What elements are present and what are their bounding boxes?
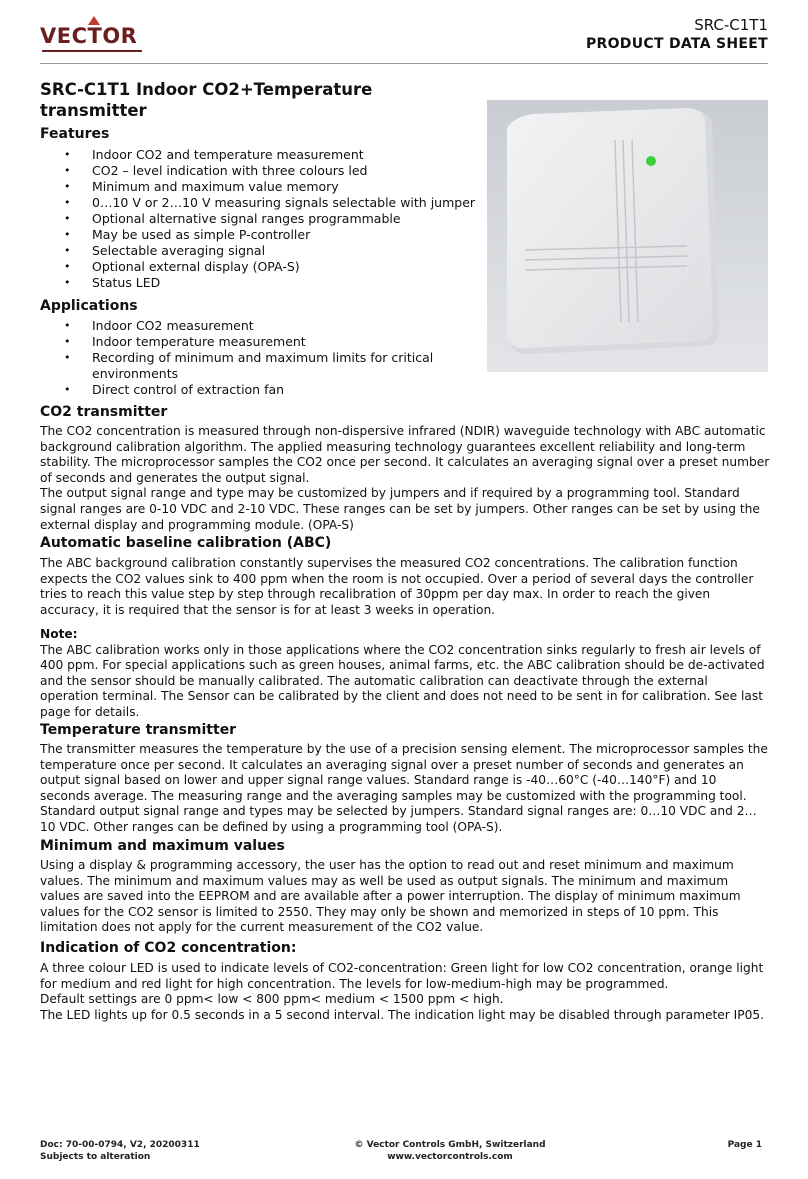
list-item: • Indoor temperature measurement — [64, 334, 444, 350]
copyright: © Vector Controls GmbH, Switzerland — [354, 1140, 546, 1150]
status-led-icon — [646, 156, 656, 166]
applications-heading: Applications — [40, 298, 138, 314]
list-item: • Optional external display (OPA-S) — [64, 259, 484, 275]
subject-note: Subjects to alteration — [40, 1152, 151, 1162]
temperature-section — [40, 742, 770, 836]
paragraph: The output signal range and type may be customized by jumpers and if required by a programming tool. Standard signal ranges are 0-10 VDC and 2-10 VDC. These ranges can be set by jumpers. Other ranges can be set by using the external display and programming module. (OPA-S) — [40, 486, 760, 532]
paragraph: The CO2 concentration is measured through non-dispersive infrared (NDIR) waveguide technology with ABC automatic background calibration algorithm. The applied measuring technology guarantees excellent reliability and long-term stability. The microprocessor samples the CO2 once per second. It calculates an averaging signal over a preset number of seconds and generates the output signal. — [40, 424, 770, 485]
list-item: • Optional alternative signal ranges programmable — [64, 211, 484, 227]
product-code: SRC-C1T1 — [694, 16, 768, 34]
temperature-heading: Temperature transmitter — [40, 722, 237, 738]
abc-section — [40, 556, 770, 618]
paragraph: A three colour LED is used to indicate levels of CO2-concentration: Green light for low CO2 concentration, orange light for medium and red light for high concentration. The levels for low-medium-high may be programmed. — [40, 961, 764, 991]
co2-heading: CO2 transmitter — [40, 404, 168, 420]
footer-right — [728, 1139, 762, 1151]
logo-underline — [42, 50, 142, 52]
product-photo — [487, 100, 768, 372]
list-item: • Indoor CO2 measurement — [64, 318, 444, 334]
indication-heading: Indication of CO2 concentration: — [40, 940, 297, 956]
abc-note — [40, 627, 770, 721]
list-item: • Indoor CO2 and temperature measurement — [64, 147, 484, 163]
logo-text: VECTOR — [40, 24, 138, 48]
footer-center — [0, 1139, 808, 1163]
minmax-heading: Minimum and maximum values — [40, 838, 285, 854]
list-item: • Status LED — [64, 275, 484, 291]
list-item: • Selectable averaging signal — [64, 243, 484, 259]
header-right — [586, 16, 768, 52]
features-list — [64, 147, 484, 291]
header-divider — [40, 63, 768, 64]
paragraph: The transmitter measures the temperature by the use of a precision sensing element. The microprocessor samples the temperature once per second. It calculates an averaging signal over a preset number of seconds and generates an output signal based on lower and upper signal range values. Standard range is -40…60°C (-40…140°F) and 10 seconds average. The measuring range and the averaging samples may be customized with the programming tool. — [40, 742, 768, 803]
minmax-section — [40, 858, 770, 936]
website-link[interactable]: www.vectorcontrols.com — [387, 1152, 513, 1162]
co2-section — [40, 424, 770, 533]
list-item: • 0…10 V or 2…10 V measuring signals selectable with jumper — [64, 195, 484, 211]
features-heading: Features — [40, 126, 110, 142]
doc-number: Doc: 70-00-0794, V2, 20200311 — [40, 1140, 200, 1150]
vector-logo — [40, 14, 144, 54]
paragraph: Default settings are 0 ppm< low < 800 ppm< medium < 1500 ppm < high. — [40, 992, 504, 1007]
list-item: • Minimum and maximum value memory — [64, 179, 484, 195]
paragraph: Using a display & programming accessory, the user has the option to read out and reset minimum and maximum values. The minimum and maximum values may as well be used as output signals. The minimum and maximum values are saved into the EEPROM and are available after a power interruption. The display of minimum maximum values for the CO2 sensor is limited to 2550. They may only be shown and memorized in steps of 10 ppm. This limitation does not apply for the current measurement of the CO2 value. — [40, 858, 741, 935]
page-number: Page 1 — [727, 1140, 762, 1150]
paragraph: The ABC calibration works only in those applications where the CO2 concentration sinks regularly to fresh air levels of 400 ppm. For special applications such as green houses, animal farms, etc. the ABC calibration should be de-activated and the sensor should be manually calibrated. The automatic calibration can deactivate through the external operation terminal. The Sensor can be calibrated by the client and does not need to be sent in for calibration. See last page for details. — [40, 642, 765, 719]
indication-section — [40, 961, 770, 1023]
paragraph: Standard output signal range and types may be selected by jumpers. Standard signal ranges are: 0…10 VDC and 2…10 VDC. Other ranges can be defined by using a programming tool (OPA-S). — [40, 804, 757, 834]
list-item: • CO2 – level indication with three colours led — [64, 163, 484, 179]
note-label: Note: — [40, 627, 78, 641]
list-item: • May be used as simple P-controller — [64, 227, 484, 243]
doc-type: PRODUCT DATA SHEET — [585, 36, 768, 52]
list-item: • Recording of minimum and maximum limits for critical environments — [64, 350, 444, 382]
page-title: SRC-C1T1 Indoor CO2+Temperature transmitter — [40, 80, 373, 120]
paragraph: The ABC background calibration constantly supervises the measured CO2 concentrations. The calibration function expects the CO2 values sink to 400 ppm when the room is not occupied. Over a period of several days the controller tries to reach this value step by step through recalibration of 30ppm per day max. In order to reach the given accuracy, it is required that the sensor is for at least 3 weeks in operation. — [40, 556, 754, 617]
applications-list — [64, 318, 444, 398]
abc-heading: Automatic baseline calibration (ABC) — [40, 535, 332, 551]
list-item: • Direct control of extraction fan — [64, 382, 444, 398]
paragraph: The LED lights up for 0.5 seconds in a 5 second interval. The indication light may be disabled through parameter IP05. — [40, 1007, 765, 1022]
